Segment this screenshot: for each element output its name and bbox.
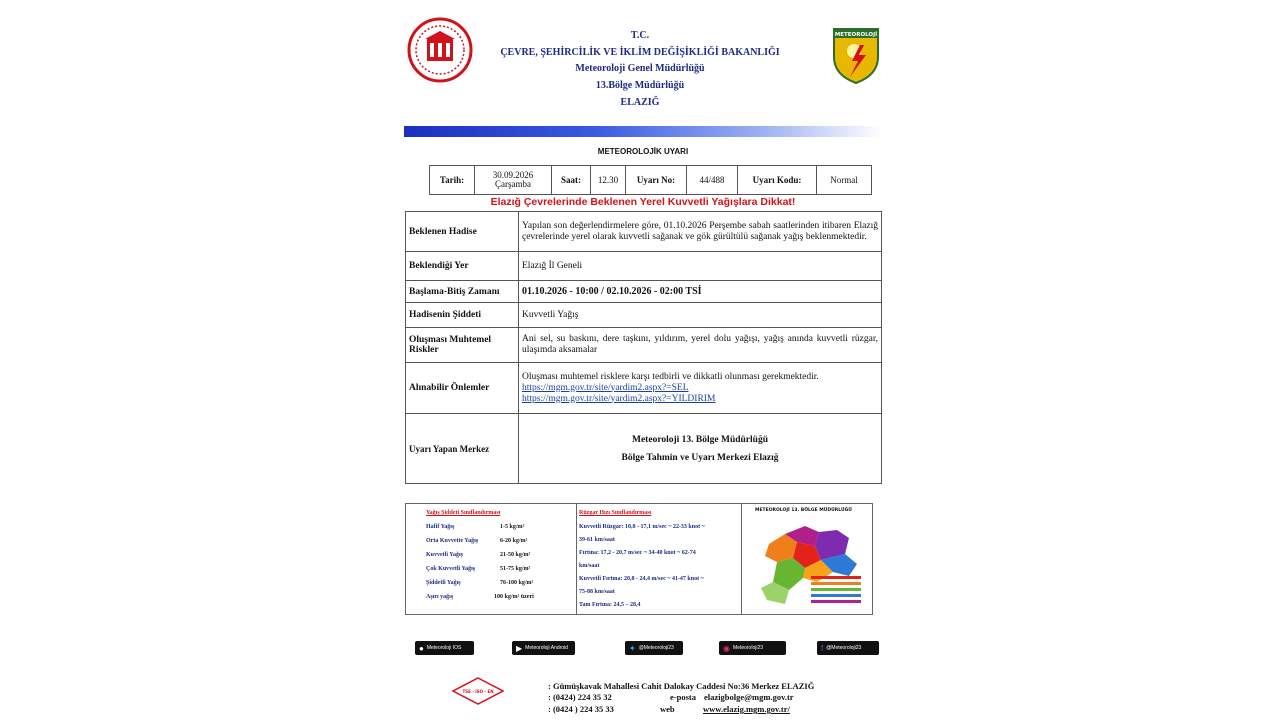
risks-label: Oluşması Muhtemel Riskler: [406, 328, 519, 363]
header-directorate: Meteoroloji Genel Müdürlüğü: [575, 63, 705, 74]
twitter-icon: ✦: [629, 643, 636, 653]
footer-web-label: web: [660, 704, 675, 714]
classification-legend: [405, 503, 873, 615]
facebook-icon: f: [821, 643, 824, 653]
twitter-badge-label: @Meteoroloji23: [638, 645, 674, 651]
rain-class-value: 76-100 kg/m²: [500, 580, 534, 586]
rain-class-value: 51-75 kg/m²: [500, 566, 531, 572]
issuing-center-label: Uyarı Yapan Merkez: [406, 414, 519, 484]
alert-title: Elazığ Çevrelerinde Beklenen Yerel Kuvvetli Yağışlara Dikkat!: [490, 196, 796, 208]
footer-fax: : (0424 ) 224 35 33: [548, 704, 614, 714]
wind-classification-title: Rüzgar Hızı Sınıflandırması: [579, 510, 652, 516]
wind-class-line: Kuvvetli Rüzgar: 10,8 - 17,1 m/sec ~ 22-33 knot ~: [579, 524, 705, 530]
footer-email[interactable]: elazigbolge@mgm.gov.tr: [704, 692, 794, 702]
android-badge-label: Meteoroloji Android: [525, 645, 568, 651]
wind-class-line: 39-61 km/saat: [579, 537, 615, 543]
rain-class-name: Kuvvetli Yağış: [426, 552, 463, 558]
rain-class-value: 6-20 kg/m²: [500, 538, 528, 544]
severity-label: Hadisenin Şiddeti: [406, 303, 519, 328]
warning-code-value: Normal: [817, 166, 872, 195]
logo-lettering: METEOROLOJİ: [834, 32, 878, 38]
facebook-badge-label: @Meteoroloji23: [826, 645, 862, 651]
wind-classification: [576, 504, 742, 614]
precautions-cell: [519, 363, 882, 414]
document-title: METEOROLOJİK UYARI: [597, 147, 689, 156]
tse-certification-icon: [452, 677, 504, 705]
header-divider: [404, 126, 882, 137]
header-region: 13.Bölge Müdürlüğü: [595, 80, 685, 91]
rain-classification: [406, 504, 577, 614]
play-store-icon: ▶: [516, 643, 523, 653]
time-label: Saat:: [552, 166, 591, 195]
ios-badge-label: Meteoroloji IOS: [426, 645, 462, 651]
apple-icon: ●: [419, 643, 424, 653]
expected-event-value: Yapılan son değerlendirmelere göre, 01.10.2026 Perşembe sabah saatlerinden itibaren Elazığ çevrelerinde yerel olarak kuvvetli sağanak ve gök gürültülü sağanak yağış beklenmektedir.: [519, 212, 882, 252]
lightning-info-link[interactable]: https://mgm.gov.tr/site/yardim2.aspx?=YILDIRIM: [522, 393, 716, 404]
rain-class-name: Şiddetli Yağış: [426, 580, 461, 586]
precautions-label: Alınabilir Önlemler: [406, 363, 519, 414]
date-value: 30.09.2026: [492, 170, 534, 180]
wind-class-line: Kuvvetli Fırtına: 20,8 - 24,4 m/sec ~ 41-47 knot ~: [579, 576, 704, 582]
meteoroloji-logo-icon: [832, 27, 880, 85]
rain-class-value: 100 kg/m² üzeri: [494, 594, 534, 600]
wind-class-line: Fırtına: 17,2 - 20,7 m/sec ~ 34-40 knot ~ 62-74: [579, 550, 696, 556]
rain-class-name: Hafif Yağış: [426, 524, 455, 530]
warning-details-table: [405, 211, 882, 484]
warning-no-value: 44/488: [687, 166, 738, 195]
instagram-badge-label: Meteoroloji23: [732, 645, 764, 651]
risks-value: Ani sel, su baskını, dere taşkını, yıldırım, yerel dolu yağışı, yağış anında kuvvetli rüzgar, ulaşımda aksamalar: [519, 328, 882, 363]
issuing-center-unit: Bölge Tahmin ve Uyarı Merkezi Elazığ: [621, 452, 779, 463]
expected-event-label: Beklenen Hadise: [406, 212, 519, 252]
precautions-value: Oluşması muhtemel risklere karşı tedbirli ve dikkatli olunması gerekmektedir.: [522, 371, 819, 382]
instagram-icon: ◉: [723, 643, 730, 653]
expected-place-value: Elazığ İl Geneli: [519, 252, 882, 281]
rain-class-value: 1-5 kg/m²: [500, 524, 525, 530]
android-app-badge[interactable]: [512, 641, 575, 655]
rain-class-name: Orta Kuvvette Yağış: [426, 538, 479, 544]
wind-class-line: 75-88 km/saat: [579, 589, 615, 595]
footer-phone: : (0424) 224 35 32: [548, 692, 612, 702]
severity-value: Kuvvetli Yağış: [519, 303, 882, 328]
ios-app-badge[interactable]: [415, 641, 474, 655]
time-range-label: Başlama-Bitiş Zamanı: [406, 281, 519, 303]
time-range-value: 01.10.2026 - 10:00 / 02.10.2026 - 02:00 TSİ: [519, 281, 882, 303]
facebook-badge[interactable]: [817, 641, 879, 655]
date-label: Tarih:: [430, 166, 475, 195]
issuing-center-cell: [519, 414, 882, 484]
twitter-badge[interactable]: [625, 641, 683, 655]
rain-classification-title: Yağış Şiddeti Sınıflandırması: [426, 510, 501, 516]
region-map-title: METEOROLOJİ 13. BÖLGE MÜDÜRLÜĞÜ: [755, 508, 852, 513]
rain-class-name: Aşırı yağış: [426, 594, 454, 600]
wind-class-line: Tam Fırtına: 24,5 – 28,4: [579, 602, 641, 608]
footer-web-link[interactable]: www.elazig.mgm.gov.tr/: [703, 704, 790, 714]
header-tc: T.C.: [630, 30, 650, 41]
footer-address: : Gümüşkavak Mahallesi Cahit Dalokay Caddesi No:36 Merkez ELAZIĞ: [548, 681, 815, 691]
time-value: 12.30: [591, 166, 626, 195]
warning-code-label: Uyarı Kodu:: [738, 166, 817, 195]
issuing-center-name: Meteoroloji 13. Bölge Müdürlüğü: [632, 434, 768, 445]
warning-no-label: Uyarı No:: [626, 166, 687, 195]
cert-lettering: TSE - ISO - EN: [462, 689, 494, 694]
day-value: Çarşamba: [495, 179, 531, 189]
warning-info-table: [429, 165, 872, 195]
date-cell: [475, 166, 552, 195]
region-map-panel: [741, 504, 872, 614]
instagram-badge[interactable]: [719, 641, 786, 655]
header-ministry: ÇEVRE, ŞEHİRCİLİK VE İKLİM DEĞİŞİKLİĞİ BAKANLIĞI: [500, 47, 780, 58]
flood-info-link[interactable]: https://mgm.gov.tr/site/yardim2.aspx?=SEL: [522, 382, 689, 393]
footer-email-label: e-posta: [670, 692, 696, 702]
rain-class-value: 21-50 kg/m²: [500, 552, 531, 558]
expected-place-label: Beklendiği Yer: [406, 252, 519, 281]
rain-class-name: Çok Kuvvetli Yağış: [426, 566, 476, 572]
header-city: ELAZIĞ: [620, 97, 660, 108]
region-map-icon: [749, 516, 869, 612]
wind-class-line: km/saat: [579, 563, 600, 569]
